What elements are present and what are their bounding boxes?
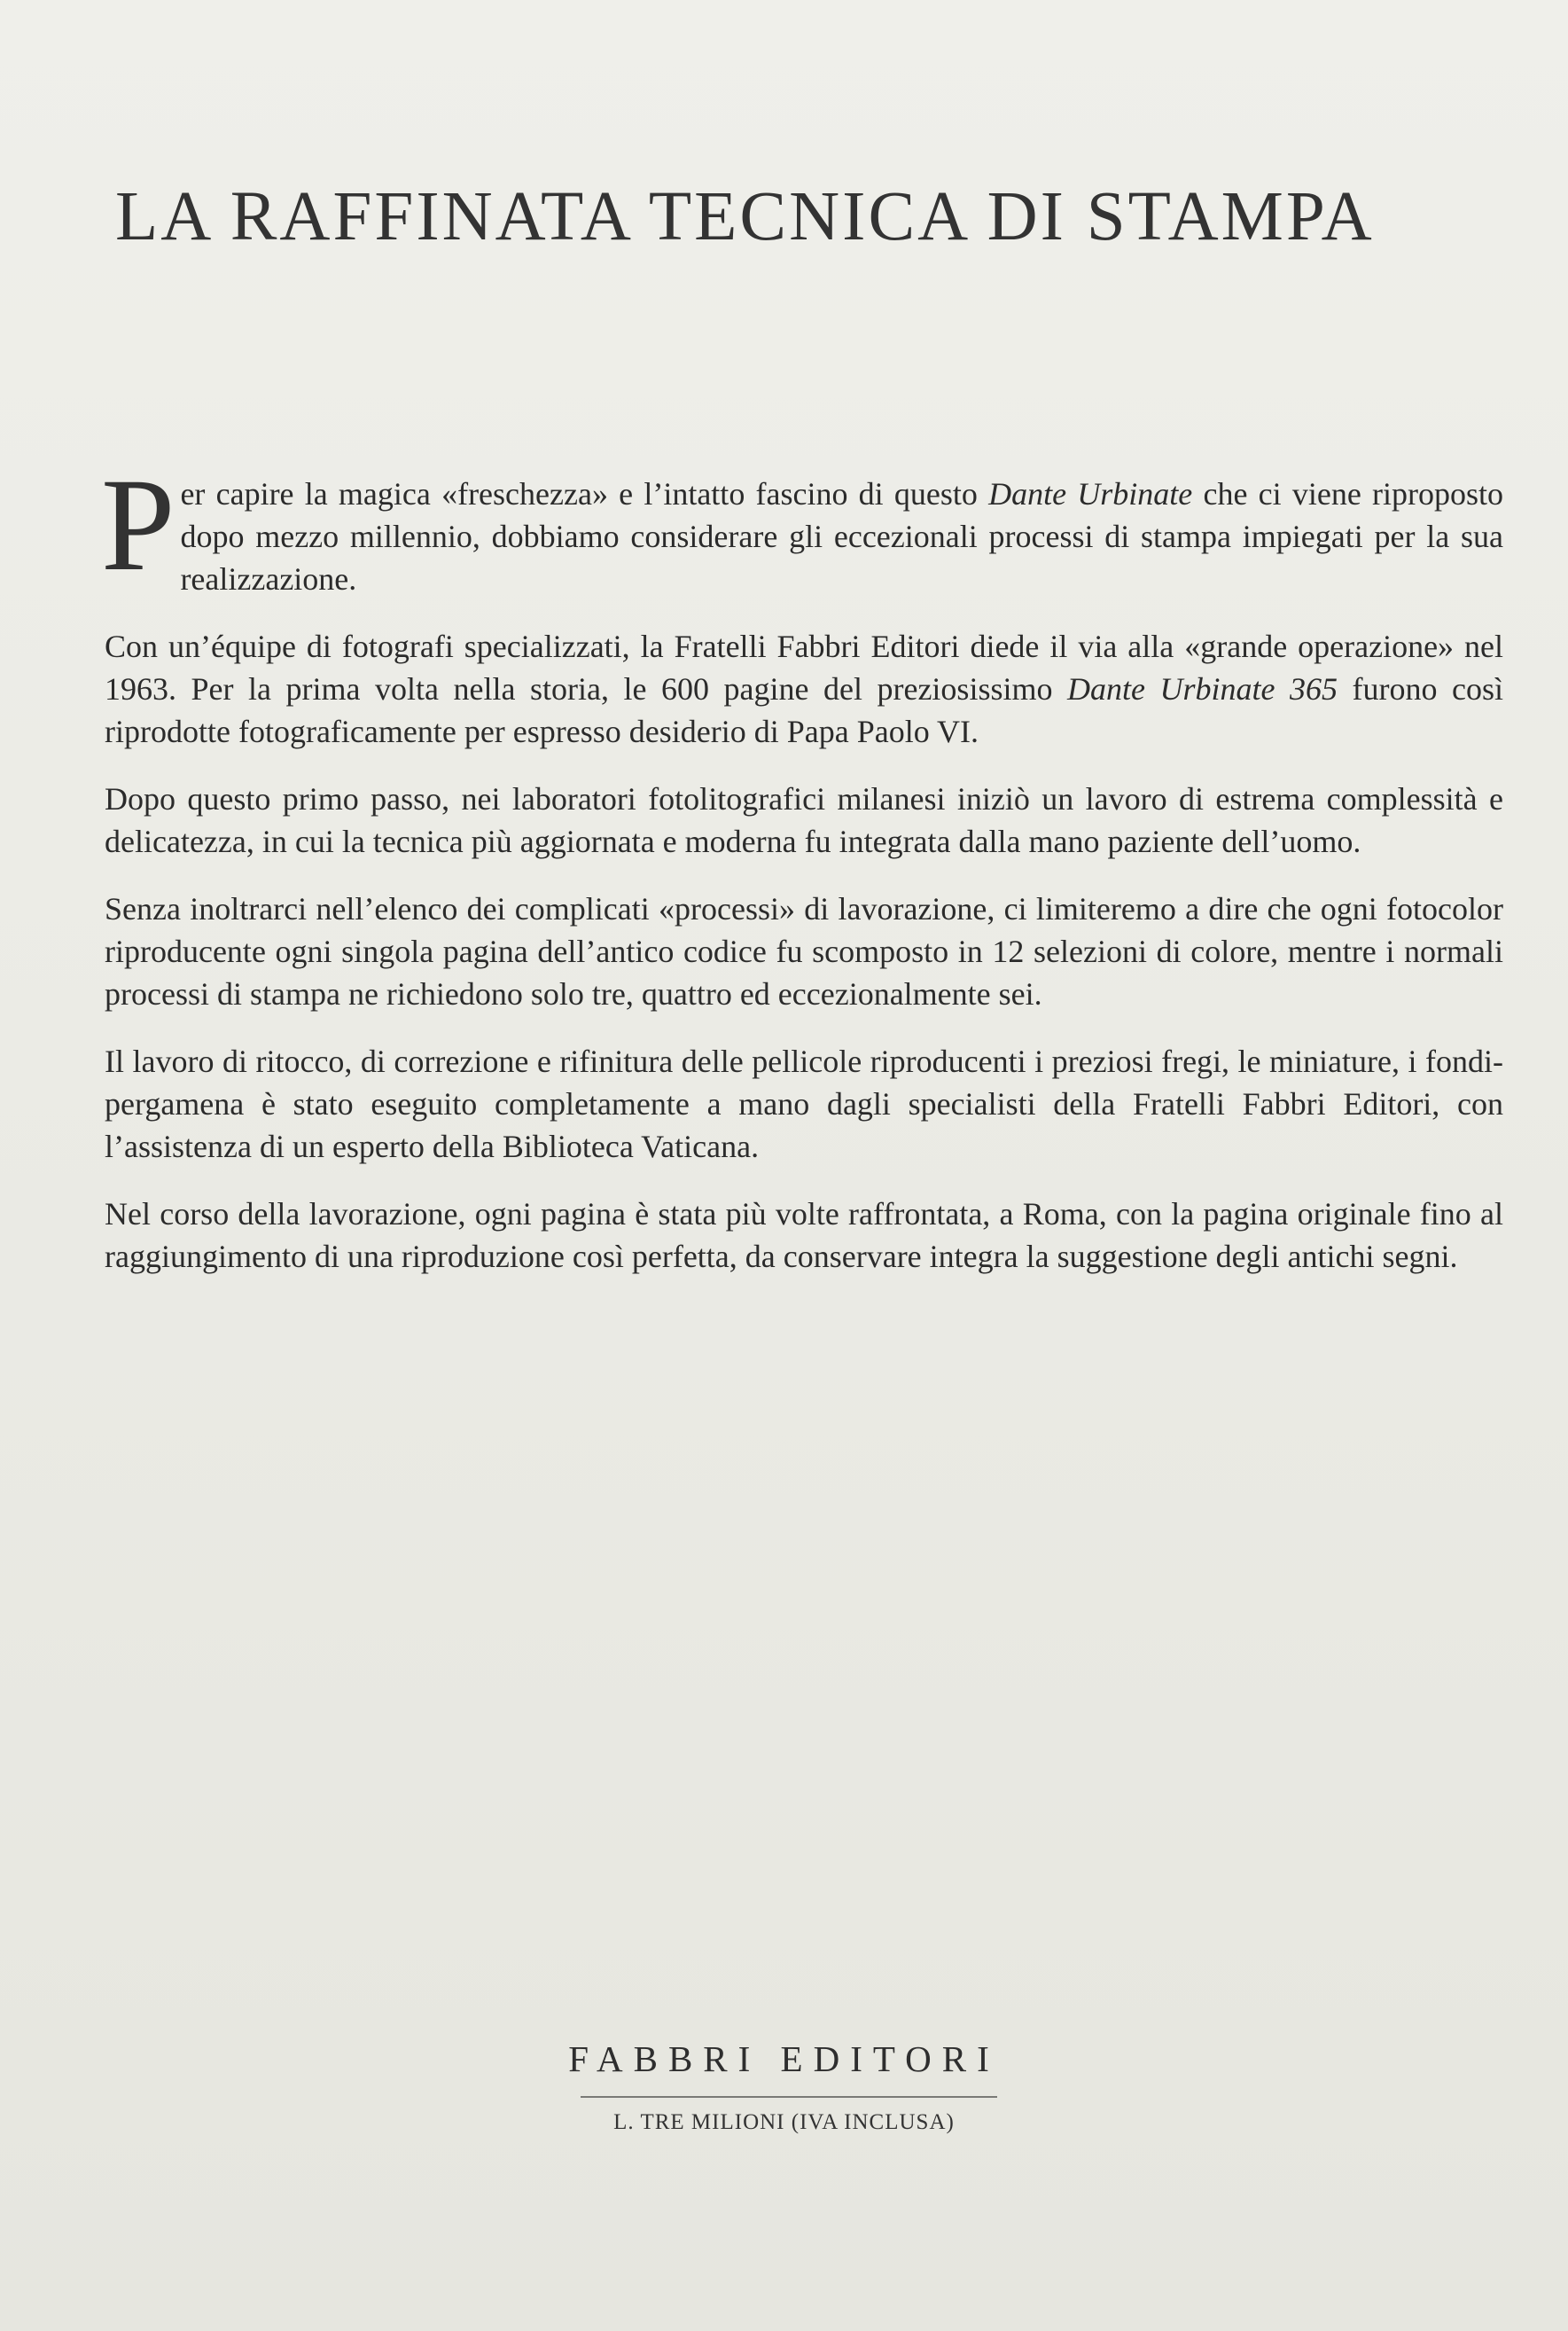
paragraph-1-text-c: che ci viene riproposto dopo mezzo millennio, dobbiamo considerare gli eccezionali processi di stampa impiegati per la sua realizzazione. bbox=[180, 476, 1504, 597]
publisher-name: FABBRI EDITORI bbox=[568, 2038, 1000, 2079]
paragraph-6: Nel corso della lavorazione, ogni pagina è stata più volte raffrontata, a Roma, con la pagina originale fino al raggiungimento di una riproduzione così perfetta, da conservare integra la suggestione degli antichi segni. bbox=[105, 1196, 1503, 1274]
footer-divider bbox=[581, 2096, 997, 2098]
paragraph-1-text-a: er capire la magica «freschezza» e l’intatto fascino di questo bbox=[180, 476, 989, 512]
price-line: L. TRE MILIONI (IVA INCLUSA) bbox=[613, 2110, 955, 2134]
page-title: LA RAFFINATA TECNICA DI STAMPA bbox=[115, 178, 1375, 255]
paragraph-2-italic: Dante Urbinate 365 bbox=[1067, 671, 1338, 707]
paragraph-1 bbox=[101, 395, 1504, 600]
paragraph-2-text-a: Con un’équipe di fotografi specializzati, la Fratelli Fabbri Editori diede il via alla «grande operazione» nel 1963. Per la prima volta nella storia, le 600 pagine del preziosissimo bbox=[105, 629, 1503, 707]
drop-cap: P bbox=[101, 451, 176, 598]
paragraph-5: Il lavoro di ritocco, di correzione e rifinitura delle pellicole riproducenti i preziosi fregi, le miniature, i fondi-pergamena è stato eseguito completamente a mano dagli specialisti della Fratelli Fabbri Editori, con l’assistenza di un esperto della Biblioteca Vaticana. bbox=[105, 1044, 1503, 1164]
paragraph-2 bbox=[105, 625, 1503, 753]
paragraph-1-italic: Dante Urbinate bbox=[988, 476, 1193, 512]
paragraph-4: Senza inoltrarci nell’elenco dei complicati «processi» di lavorazione, ci limiteremo a dire che ogni fotocolor riproducente ogni singola pagina dell’antico codice fu scomposto in 12 selezioni di colore, mentre i normali processi di stampa ne richiedono solo tre, quattro ed eccezionalmente sei. bbox=[105, 891, 1503, 1012]
body-text bbox=[101, 395, 1504, 1302]
paragraph-3: Dopo questo primo passo, nei laboratori fotolitografici milanesi iniziò un lavoro di estrema complessità e delicatezza, in cui la tecnica più aggiornata e moderna fu integrata dalla mano paziente dell’uomo. bbox=[105, 781, 1503, 859]
paragraph-2-text-c: furono così riprodotte fotograficamente per espresso desiderio di Papa Paolo VI. bbox=[105, 671, 1504, 749]
